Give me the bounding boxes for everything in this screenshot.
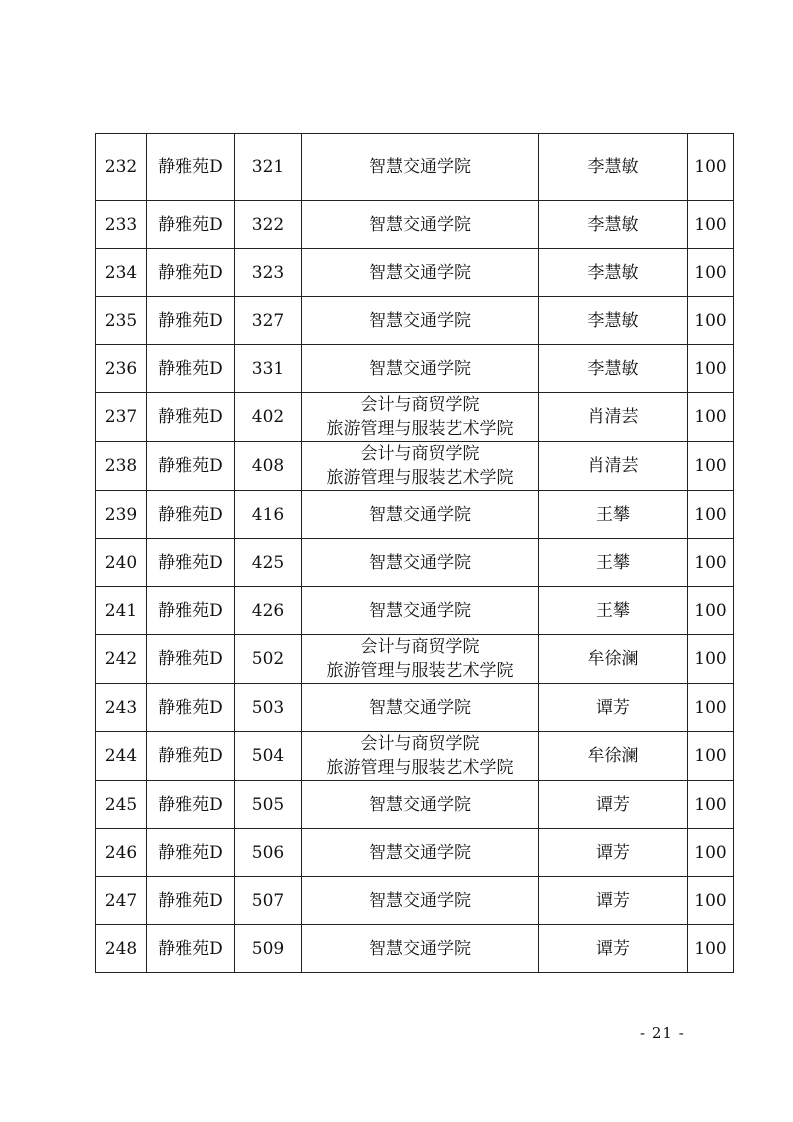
row-number-cell: 235: [96, 297, 147, 345]
college-name-line: 智慧交通学院: [369, 262, 471, 283]
manager-cell: 李慧敏: [539, 249, 688, 297]
room-number-cell: 507: [235, 877, 302, 925]
college-cell: [302, 635, 539, 684]
building-cell: 静雅苑D: [147, 491, 235, 539]
college-name-line: 旅游管理与服装艺术学院: [326, 419, 514, 439]
table-row: [96, 393, 734, 442]
table-row: [96, 249, 734, 297]
college-name-line: 旅游管理与服装艺术学院: [326, 468, 514, 488]
table-row: [96, 877, 734, 925]
building-cell: 静雅苑D: [147, 925, 235, 973]
college-name-line: 智慧交通学院: [369, 794, 471, 815]
manager-cell: 王攀: [539, 539, 688, 587]
building-cell: 静雅苑D: [147, 877, 235, 925]
score-cell: 100: [688, 635, 734, 684]
college-cell: [302, 393, 539, 442]
college-cell: [302, 877, 539, 925]
building-cell: 静雅苑D: [147, 635, 235, 684]
building-cell: 静雅苑D: [147, 539, 235, 587]
college-name-line: 智慧交通学院: [369, 157, 471, 177]
manager-cell: 李慧敏: [539, 345, 688, 393]
table-row: [96, 587, 734, 635]
manager-cell: 谭芳: [539, 829, 688, 877]
college-cell: [302, 684, 539, 732]
score-cell: 100: [688, 134, 734, 201]
score-cell: 100: [688, 442, 734, 491]
manager-cell: 牟徐澜: [539, 732, 688, 781]
table-body: [96, 134, 734, 973]
college-name-line: 智慧交通学院: [369, 697, 471, 718]
building-cell: 静雅苑D: [147, 781, 235, 829]
table-row: [96, 134, 734, 201]
score-cell: 100: [688, 829, 734, 877]
row-number-cell: 245: [96, 781, 147, 829]
score-cell: 100: [688, 539, 734, 587]
manager-cell: 李慧敏: [539, 297, 688, 345]
table-row: [96, 201, 734, 249]
score-cell: 100: [688, 732, 734, 781]
college-name-line: 智慧交通学院: [369, 214, 471, 235]
manager-cell: 牟徐澜: [539, 635, 688, 684]
manager-cell: 谭芳: [539, 877, 688, 925]
row-number-cell: 239: [96, 491, 147, 539]
college-cell: [302, 297, 539, 345]
college-name-line: 会计与商贸学院: [360, 395, 480, 415]
row-number-cell: 237: [96, 393, 147, 442]
building-cell: 静雅苑D: [147, 134, 235, 201]
score-cell: 100: [688, 491, 734, 539]
college-name-line: 会计与商贸学院: [360, 734, 480, 754]
row-number-cell: 247: [96, 877, 147, 925]
building-cell: 静雅苑D: [147, 684, 235, 732]
room-number-cell: 503: [235, 684, 302, 732]
college-cell: [302, 781, 539, 829]
table-row: [96, 297, 734, 345]
manager-cell: 王攀: [539, 587, 688, 635]
row-number-cell: 236: [96, 345, 147, 393]
row-number-cell: 240: [96, 539, 147, 587]
room-number-cell: 504: [235, 732, 302, 781]
college-name-line: 智慧交通学院: [369, 890, 471, 911]
room-number-cell: 502: [235, 635, 302, 684]
manager-cell: 李慧敏: [539, 201, 688, 249]
table-row: [96, 925, 734, 973]
room-number-cell: 327: [235, 297, 302, 345]
row-number-cell: 233: [96, 201, 147, 249]
manager-cell: 肖清芸: [539, 393, 688, 442]
score-cell: 100: [688, 925, 734, 973]
college-name-line: 智慧交通学院: [369, 310, 471, 331]
score-cell: 100: [688, 781, 734, 829]
room-number-cell: 323: [235, 249, 302, 297]
row-number-cell: 243: [96, 684, 147, 732]
manager-cell: 李慧敏: [539, 134, 688, 201]
table-row: [96, 442, 734, 491]
college-name-line: 旅游管理与服装艺术学院: [326, 758, 514, 778]
table-row: [96, 829, 734, 877]
room-number-cell: 426: [235, 587, 302, 635]
building-cell: 静雅苑D: [147, 297, 235, 345]
score-cell: 100: [688, 297, 734, 345]
college-cell: [302, 442, 539, 491]
building-cell: 静雅苑D: [147, 345, 235, 393]
manager-cell: 谭芳: [539, 684, 688, 732]
table-row: [96, 491, 734, 539]
table-row: [96, 539, 734, 587]
manager-cell: 谭芳: [539, 925, 688, 973]
row-number-cell: 246: [96, 829, 147, 877]
row-number-cell: 232: [96, 134, 147, 201]
room-number-cell: 425: [235, 539, 302, 587]
college-name-line: 旅游管理与服装艺术学院: [326, 661, 514, 681]
room-number-cell: 322: [235, 201, 302, 249]
room-number-cell: 321: [235, 134, 302, 201]
college-cell: [302, 201, 539, 249]
score-cell: 100: [688, 249, 734, 297]
building-cell: 静雅苑D: [147, 732, 235, 781]
score-cell: 100: [688, 201, 734, 249]
score-cell: 100: [688, 393, 734, 442]
college-name-line: 智慧交通学院: [369, 600, 471, 621]
college-name-line: 智慧交通学院: [369, 358, 471, 379]
room-number-cell: 402: [235, 393, 302, 442]
table-row: [96, 732, 734, 781]
college-cell: [302, 539, 539, 587]
row-number-cell: 241: [96, 587, 147, 635]
college-cell: [302, 249, 539, 297]
building-cell: 静雅苑D: [147, 393, 235, 442]
table-row: [96, 781, 734, 829]
table-row: [96, 635, 734, 684]
room-number-cell: 408: [235, 442, 302, 491]
page-number: - 21 -: [640, 1024, 685, 1042]
college-cell: [302, 829, 539, 877]
table-row: [96, 684, 734, 732]
building-cell: 静雅苑D: [147, 201, 235, 249]
table-row: [96, 345, 734, 393]
row-number-cell: 244: [96, 732, 147, 781]
building-cell: 静雅苑D: [147, 442, 235, 491]
dormitory-score-table: [95, 133, 734, 973]
manager-cell: 王攀: [539, 491, 688, 539]
college-cell: [302, 732, 539, 781]
room-number-cell: 509: [235, 925, 302, 973]
row-number-cell: 238: [96, 442, 147, 491]
row-number-cell: 234: [96, 249, 147, 297]
college-name-line: 智慧交通学院: [369, 842, 471, 863]
college-name-line: 智慧交通学院: [369, 504, 471, 525]
college-cell: [302, 587, 539, 635]
score-cell: 100: [688, 877, 734, 925]
manager-cell: 谭芳: [539, 781, 688, 829]
score-cell: 100: [688, 345, 734, 393]
room-number-cell: 506: [235, 829, 302, 877]
room-number-cell: 416: [235, 491, 302, 539]
college-cell: [302, 134, 539, 201]
college-name-line: 会计与商贸学院: [360, 444, 480, 464]
college-cell: [302, 491, 539, 539]
building-cell: 静雅苑D: [147, 249, 235, 297]
college-cell: [302, 925, 539, 973]
college-name-line: 智慧交通学院: [369, 552, 471, 573]
room-number-cell: 505: [235, 781, 302, 829]
college-name-line: 智慧交通学院: [369, 938, 471, 959]
building-cell: 静雅苑D: [147, 587, 235, 635]
manager-cell: 肖清芸: [539, 442, 688, 491]
score-cell: 100: [688, 684, 734, 732]
building-cell: 静雅苑D: [147, 829, 235, 877]
college-name-line: 会计与商贸学院: [360, 637, 480, 657]
row-number-cell: 248: [96, 925, 147, 973]
score-cell: 100: [688, 587, 734, 635]
row-number-cell: 242: [96, 635, 147, 684]
college-cell: [302, 345, 539, 393]
room-number-cell: 331: [235, 345, 302, 393]
